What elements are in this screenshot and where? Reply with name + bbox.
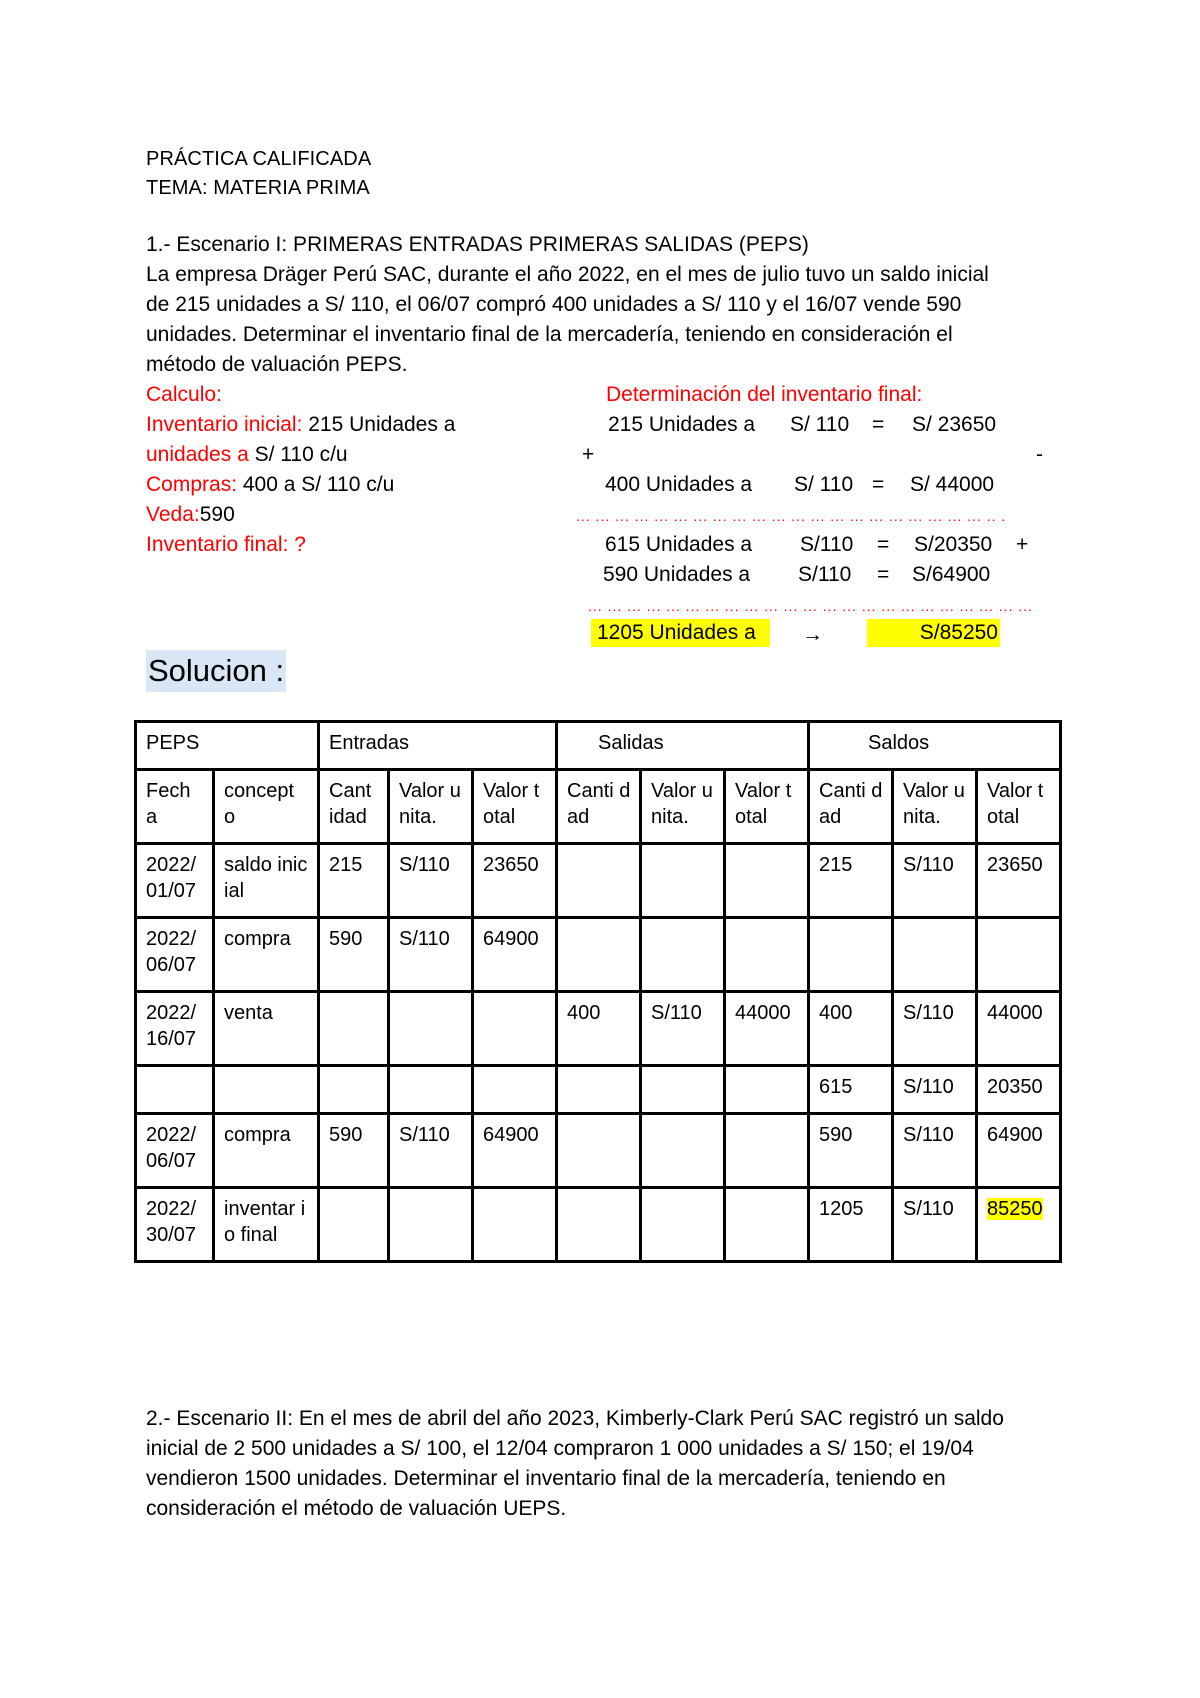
- peps-table: [134, 720, 1062, 1263]
- table-cell: S/110: [893, 1114, 977, 1188]
- column-header: Cant idad: [319, 770, 389, 844]
- escenario2-line: 2.- Escenario II: En el mes de abril del año 2023, Kimberly-Clark Perú SAC registró un saldo: [146, 1407, 1004, 1430]
- table-cell: S/110: [893, 1188, 977, 1262]
- table-cell: inventar io final: [214, 1188, 319, 1262]
- table-cell: [725, 1188, 809, 1262]
- table-cell: [473, 1066, 557, 1114]
- table-cell: 2022/ 16/07: [136, 992, 214, 1066]
- det-price: S/ 110: [794, 473, 854, 496]
- table-cell: 215: [809, 844, 893, 918]
- table-cell: compra: [214, 1114, 319, 1188]
- det-units: 400 Unidades a: [605, 473, 753, 496]
- calculo-value: 215 Unidades a: [302, 413, 456, 436]
- escenario2-line: inicial de 2 500 unidades a S/ 100, el 12/04 compraron 1 000 unidades a S/ 150; el 19/04: [146, 1437, 974, 1460]
- det-units: 215 Unidades a: [608, 413, 756, 436]
- det-eq: =: [877, 563, 890, 586]
- table-cell: S/110: [893, 844, 977, 918]
- table-cell: 44000: [977, 992, 1061, 1066]
- table-cell: 44000: [725, 992, 809, 1066]
- table-cell: [641, 918, 725, 992]
- det-plus: +: [582, 443, 595, 466]
- table-cell: 400: [809, 992, 893, 1066]
- table-cell: 2022/ 30/07: [136, 1188, 214, 1262]
- escenario1-line: método de valuación PEPS.: [146, 353, 408, 376]
- calculo-veda: [146, 500, 235, 530]
- table-row: [136, 1188, 1061, 1262]
- table-row: [136, 844, 1061, 918]
- table-cell: S/110: [389, 844, 473, 918]
- table-row: [136, 1066, 1061, 1114]
- table-cell: 64900: [977, 1114, 1061, 1188]
- calculo-inventario-inicial: [146, 410, 455, 440]
- det-minus: -: [1036, 443, 1043, 466]
- table-cell: [473, 1188, 557, 1262]
- table-cell: compra: [214, 918, 319, 992]
- column-header: Canti dad: [809, 770, 893, 844]
- table-cell: 64900: [473, 1114, 557, 1188]
- arrow-icon: →: [802, 623, 823, 646]
- column-header: Valor unita.: [893, 770, 977, 844]
- det-price: S/ 110: [790, 413, 850, 436]
- table-cell: venta: [214, 992, 319, 1066]
- group-salidas: Salidas: [557, 722, 809, 770]
- table-cell: [557, 1114, 641, 1188]
- table-cell: [893, 918, 977, 992]
- det-plus: +: [1016, 533, 1029, 556]
- det-total: S/64900: [912, 563, 991, 586]
- table-cell: 2022/ 06/07: [136, 918, 214, 992]
- det-eq: =: [872, 413, 885, 436]
- det-final-total: S/85250: [867, 619, 1000, 647]
- doc-title: PRÁCTICA CALIFICADA: [146, 148, 372, 170]
- calculo-inventario-final: Inventario final: ?: [146, 533, 306, 556]
- table-row: [136, 992, 1061, 1066]
- table-subheader: [136, 770, 1061, 844]
- table-cell: [641, 1188, 725, 1262]
- column-header: Canti dad: [557, 770, 641, 844]
- doc-tema: TEMA: MATERIA PRIMA: [146, 177, 370, 199]
- calculo-value: S/ 110 c/u: [248, 443, 348, 466]
- table-cell: S/110: [389, 1114, 473, 1188]
- column-header: Fech a: [136, 770, 214, 844]
- escenario2-line: consideración el método de valuación UEPS.: [146, 1497, 567, 1520]
- table-cell: [319, 1188, 389, 1262]
- table-cell: 20350: [977, 1066, 1061, 1114]
- det-total: S/ 44000: [910, 473, 995, 496]
- table-cell: S/110: [389, 918, 473, 992]
- column-header: Valor total: [977, 770, 1061, 844]
- table-cell: [725, 1114, 809, 1188]
- table-cell: 23650: [473, 844, 557, 918]
- escenario1-line: unidades. Determinar el inventario final de la mercadería, teniendo en consideración el: [146, 323, 953, 346]
- table-cell: 400: [557, 992, 641, 1066]
- table-cell: S/110: [641, 992, 725, 1066]
- table-cell: [557, 844, 641, 918]
- table-cell: [809, 918, 893, 992]
- escenario2-line: vendieron 1500 unidades. Determinar el inventario final de la mercadería, teniendo en: [146, 1467, 946, 1490]
- escenario1-line: de 215 unidades a S/ 110, el 06/07 compró 400 unidades a S/ 110 y el 16/07 vende 590: [146, 293, 962, 316]
- group-entradas: Entradas: [319, 722, 557, 770]
- table-cell: 590: [809, 1114, 893, 1188]
- table-cell: S/110: [893, 1066, 977, 1114]
- table-cell: [641, 1114, 725, 1188]
- table-cell: [557, 918, 641, 992]
- group-saldos: Saldos: [809, 722, 1061, 770]
- table-cell: [473, 992, 557, 1066]
- calculo-compras: [146, 470, 394, 500]
- det-units: 590 Unidades a: [603, 563, 751, 586]
- determinacion-title: Determinación del inventario final:: [606, 383, 923, 406]
- table-cell: [319, 1066, 389, 1114]
- table-group-header: [136, 722, 1061, 770]
- table-cell: 64900: [473, 918, 557, 992]
- table-cell: [725, 1066, 809, 1114]
- group-peps: PEPS: [136, 722, 319, 770]
- escenario1-heading: 1.- Escenario I: PRIMERAS ENTRADAS PRIMERAS SALIDAS (PEPS): [146, 233, 809, 256]
- table-cell: [977, 918, 1061, 992]
- column-header: Valor total: [473, 770, 557, 844]
- det-eq: =: [877, 533, 890, 556]
- table-cell: saldo inicial: [214, 844, 319, 918]
- table-cell-final-value: [977, 1188, 1061, 1262]
- table-cell: [557, 1188, 641, 1262]
- det-total: S/ 23650: [912, 413, 997, 436]
- table-cell: [214, 1066, 319, 1114]
- calculo-label: Compras:: [146, 473, 238, 496]
- calculo-label: Inventario inicial:: [146, 413, 303, 436]
- calculo-unidades: [146, 440, 348, 470]
- table-cell: 590: [319, 918, 389, 992]
- table-cell: [725, 844, 809, 918]
- table-cell: 2022/ 06/07: [136, 1114, 214, 1188]
- table-cell: 615: [809, 1066, 893, 1114]
- table-cell: 215: [319, 844, 389, 918]
- det-dotted-separator: ... ... ... ... ... ... ... ... ... ... ... ... ... ... ... ... ... ... ... ... ... .. .: [576, 508, 1007, 524]
- det-units: 615 Unidades a: [605, 533, 753, 556]
- solucion-heading: Solucion :: [146, 650, 286, 692]
- table-cell: [725, 918, 809, 992]
- table-cell: [557, 1066, 641, 1114]
- calculo-label: Veda:: [146, 503, 200, 526]
- column-header: Valor total: [725, 770, 809, 844]
- table-cell: S/110: [893, 992, 977, 1066]
- column-header: Valor unita.: [389, 770, 473, 844]
- table-cell: [641, 844, 725, 918]
- table-cell: [641, 1066, 725, 1114]
- escenario1-line: La empresa Dräger Perú SAC, durante el año 2022, en el mes de julio tuvo un saldo inicial: [146, 263, 989, 286]
- table-cell: 2022/ 01/07: [136, 844, 214, 918]
- calculo-title: Calculo:: [146, 383, 222, 406]
- det-dotted-separator: ... ... ... ... ... ... ... ... ... ... ... ... ... ... ... ... ... ... ... ... ... ... ...: [588, 598, 1033, 614]
- table-cell: 1205: [809, 1188, 893, 1262]
- det-eq: =: [872, 473, 885, 496]
- calculo-value: 400 a S/ 110 c/u: [237, 473, 395, 496]
- calculo-value: 590: [199, 503, 235, 526]
- table-cell: [389, 1066, 473, 1114]
- calculo-label: unidades a: [146, 443, 249, 466]
- column-header: concept o: [214, 770, 319, 844]
- det-final-units: 1205 Unidades a: [591, 619, 770, 647]
- highlighted-value: 85250: [987, 1198, 1043, 1220]
- det-price: S/110: [798, 563, 852, 586]
- table-row: [136, 918, 1061, 992]
- table-cell: [319, 992, 389, 1066]
- table-cell: 590: [319, 1114, 389, 1188]
- table-cell: [389, 1188, 473, 1262]
- table-cell: 23650: [977, 844, 1061, 918]
- table-row: [136, 1114, 1061, 1188]
- det-total: S/20350: [914, 533, 993, 556]
- table-cell: [136, 1066, 214, 1114]
- table-cell: [389, 992, 473, 1066]
- det-price: S/110: [800, 533, 854, 556]
- column-header: Valor unita.: [641, 770, 725, 844]
